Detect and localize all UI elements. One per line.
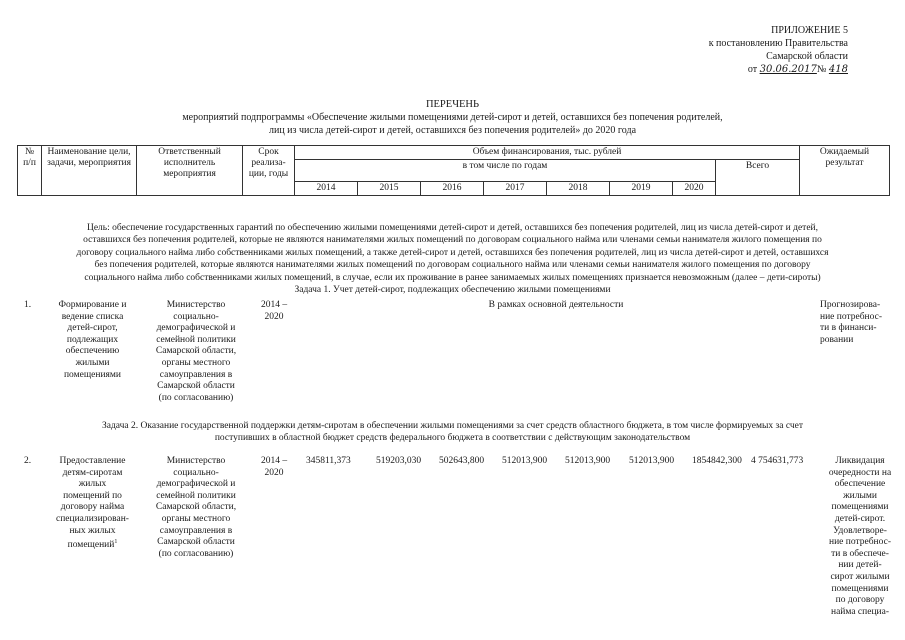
row2-exec-line: (по согласованию) <box>158 548 234 559</box>
row2-result <box>818 456 902 618</box>
row1-exec-line: (по согласованию) <box>158 392 234 403</box>
row2-executor <box>142 456 250 560</box>
row2-value-2014: 345811,373 <box>306 456 351 466</box>
header-name: Наименование цели, задачи, мероприятия <box>42 146 137 196</box>
document-subtitle <box>0 111 905 137</box>
row1-result-line: ровании <box>820 334 854 345</box>
row2-exec-line: самоуправления в <box>159 525 233 536</box>
header-total: Всего <box>716 160 800 196</box>
row2-name-line: Предоставление <box>59 456 126 466</box>
header-no: № п/п <box>18 146 42 196</box>
header-year: 2020 <box>673 182 716 196</box>
row1-term-line: 2014 – <box>260 300 288 310</box>
task2-line: Задача 2. Оказание государственной поддержки детям-сиротам в обеспечении жилыми помещениями за счет средств областного бюджета, в том числе формируемых за счет <box>101 421 804 431</box>
goal-line: Цель: обеспечение государственных гарантий по обеспечению жилыми помещениями детей-сирот и детей, оставшихся без попечения родителей, лиц из числа детей-сирот и детей, <box>86 223 819 233</box>
header-term: Срок реализа-ции, годы <box>243 146 295 196</box>
row1-name-line: детей-сирот, <box>67 323 118 334</box>
row1-exec-line: самоуправления в <box>159 369 233 380</box>
row2-name-line: помещений по <box>63 490 122 501</box>
row2-result-line: ти в обеспече- <box>831 548 889 559</box>
appendix-line3: Самарской области <box>766 51 848 62</box>
row2-result-line: детей-сирот. <box>834 513 886 524</box>
row2-value-2018: 512013,900 <box>565 456 611 466</box>
row2-exec-line: органы местного <box>161 513 231 524</box>
header-year: 2019 <box>610 182 673 196</box>
appendix-title: ПРИЛОЖЕНИЕ 5 <box>771 25 848 36</box>
row1-term-line: 2020 <box>264 311 284 322</box>
header-year: 2018 <box>547 182 610 196</box>
header-executor: Ответственный исполнитель мероприятия <box>137 146 243 196</box>
row2-name-line <box>38 537 147 552</box>
row1-executor <box>142 300 250 404</box>
row2-term <box>252 456 296 479</box>
row1-result <box>820 300 902 346</box>
row1-name-line: обеспечению <box>65 346 120 357</box>
row2-exec-line: демографической и <box>156 479 236 490</box>
row2-result-line: ние потребнос- <box>829 537 891 548</box>
row1-name-line: помещениями <box>63 369 122 380</box>
goal-line: оставшихся без попечения родителей, которые не являются нанимателями жилых помещений по договорам социального найма или членами семьи нанимателя жилого помещения по <box>83 235 822 246</box>
row1-exec-line: органы местного <box>161 357 231 368</box>
appendix-block <box>709 24 848 76</box>
row2-name-line: жилых <box>78 479 107 490</box>
header-year: 2016 <box>421 182 484 196</box>
header-by-years: в том числе по годам <box>295 160 716 182</box>
row2-exec-line: семейной политики <box>156 490 236 501</box>
row1-exec-line: Самарской области <box>157 381 235 392</box>
row2-result-line: обеспечение <box>834 479 886 490</box>
row1-exec-line: Министерство <box>166 300 226 310</box>
row2-value-2019: 512013,900 <box>629 456 675 466</box>
task2-title <box>0 420 905 445</box>
row2-exec-line: Самарской области <box>157 537 235 548</box>
document-title: ПЕРЕЧЕНЬ <box>425 99 480 110</box>
row2-term-line: 2014 – <box>260 456 288 466</box>
row2-result-line: очередности на <box>828 467 892 478</box>
row2-value-2015: 519203,030 <box>376 456 422 466</box>
header-year: 2015 <box>358 182 421 196</box>
header-financing: Объем финансирования, тыс. рублей <box>295 146 800 160</box>
appendix-line2: к постановлению Правительства <box>708 38 848 49</box>
row1-result-line: ти в финанси- <box>820 323 877 334</box>
row2-result-line: Удовлетворе- <box>833 525 887 536</box>
handwritten-number: 418 <box>828 64 848 75</box>
row1-exec-line: социально- <box>173 311 219 322</box>
row2-value-2016: 502643,800 <box>439 456 485 466</box>
row1-exec-line: демографической и <box>156 323 236 334</box>
date-prefix: от <box>747 64 758 75</box>
row2-result-line: по договору <box>835 595 885 606</box>
goal-line: договору социального найма либо собственниками жилых помещений, а также детей-сирот и детей, оставшихся без попечения родителей, лиц из числа детей-сирот и детей, оставшихся <box>76 247 829 258</box>
row2-result-line: найма специа- <box>831 606 889 617</box>
row2-result-line: помещениями <box>831 583 889 594</box>
row2-name-line: ных жилых <box>69 525 116 536</box>
row2-result-line: жилыми <box>843 490 877 501</box>
row1-result-line: ние потребнос- <box>820 311 882 322</box>
subtitle-line-2: лиц из числа детей-сирот и детей, оставшихся без попечения родителей» до 2020 года <box>268 125 637 136</box>
row1-name-line: подлежащих <box>66 334 119 345</box>
row2-result-line: сирот жилыми <box>830 571 890 582</box>
task1-title: Задача 1. Учет детей-сирот, подлежащих обеспечению жилыми помещениями <box>294 285 611 296</box>
row2-name-line: договору найма <box>60 502 125 513</box>
row1-result-line: Прогнозирова- <box>820 300 881 310</box>
row1-name-line: Формирование и <box>58 300 127 310</box>
appendix-date-line <box>709 63 848 76</box>
footnote-mark: 1 <box>114 539 118 546</box>
row2-result-line: нии детей- <box>838 560 882 571</box>
goal-line: социального найма либо собственниками жилых помещений, в случае, если их проживание в ранее занимаемых жилых помещениях признается невозможным (далее – дети-сироты) <box>84 272 821 283</box>
row2-name <box>38 456 147 552</box>
row2-exec-line: социально- <box>173 467 219 478</box>
row2-name-last: помещений <box>67 540 115 551</box>
number-prefix: № <box>816 64 827 75</box>
header-year: 2014 <box>295 182 358 196</box>
handwritten-date: 30.06.2017 <box>759 64 817 75</box>
row2-name-line: специализирован- <box>56 513 129 524</box>
row2-exec-line: Министерство <box>166 456 226 466</box>
row2-name-line: детям-сиротам <box>62 467 123 478</box>
row2-result-line: помещениями <box>831 502 889 513</box>
row1-name <box>40 300 145 381</box>
row1-name-line: жилыми <box>75 357 110 368</box>
row1-number: 1. <box>24 300 32 310</box>
header-result: Ожидаемый результат <box>800 146 890 196</box>
row2-number: 2. <box>24 456 32 466</box>
row2-total: 4 754631,773 <box>751 456 804 466</box>
goal-text <box>0 222 905 296</box>
task2-line: поступивших в областной бюджет средств федерального бюджета в соответствии с действующим законодательством <box>214 433 691 444</box>
subtitle-line-1: мероприятий подпрограммы «Обеспечение жилыми помещениями детей-сирот и детей, оставшихся без попечения родителей, <box>182 112 723 123</box>
row1-exec-line: Самарской области, <box>155 346 237 357</box>
row1-financing-note: В рамках основной деятельности <box>488 300 624 310</box>
header-year: 2017 <box>484 182 547 196</box>
goal-line: без попечения родителей, которые являются нанимателями жилых помещений по договорам социального найма или членами семьи нанимателя жилого помещения по договору <box>94 260 811 271</box>
row1-name-line: ведение списка <box>61 311 124 322</box>
table-header <box>17 145 890 196</box>
row2-value-2017: 512013,900 <box>502 456 548 466</box>
row2-term-line: 2020 <box>264 467 284 478</box>
row2-value-2020: 1854842,300 <box>692 456 742 466</box>
row2-exec-line: Самарской области, <box>155 502 237 513</box>
row1-exec-line: семейной политики <box>156 334 236 345</box>
row1-term <box>252 300 296 323</box>
row2-result-line: Ликвидация <box>835 456 885 466</box>
